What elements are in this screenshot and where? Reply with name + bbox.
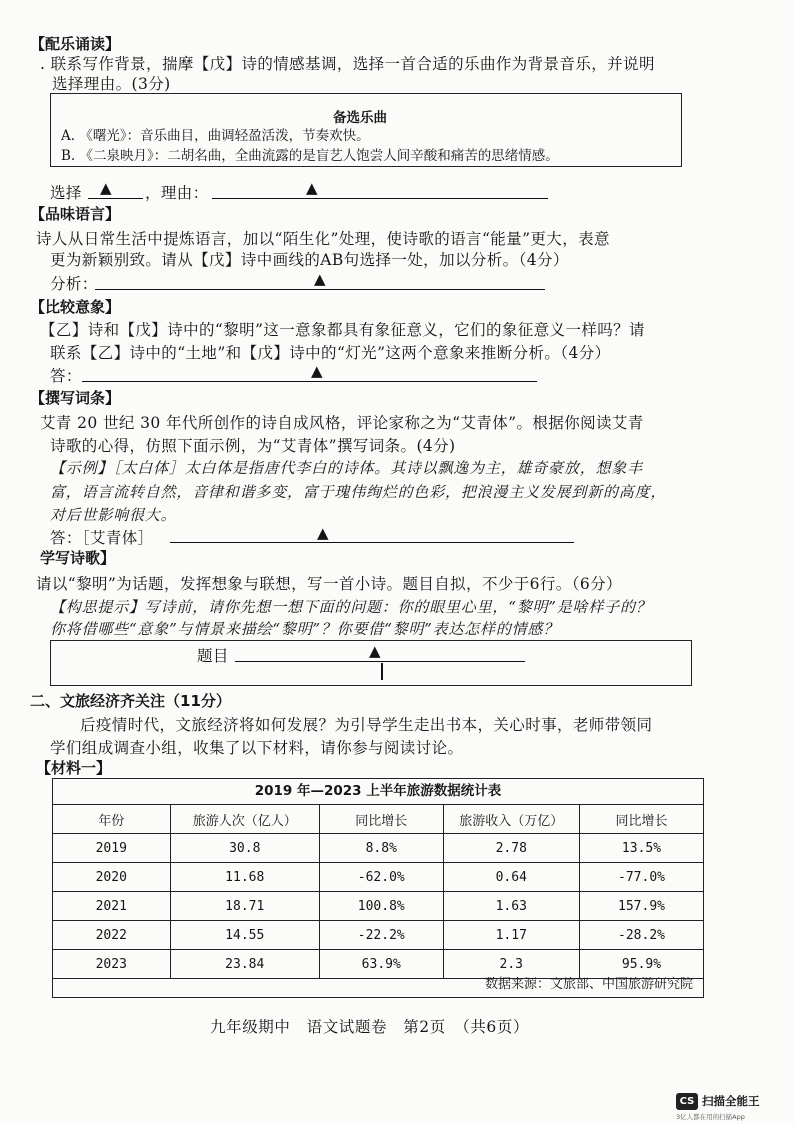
hint-poem-line1: 【构思提示】写诗前，请你先想一想下面的问题：你的眼里心里，“黎明”是啥样子的？: [50, 598, 652, 616]
section-heading-music: 【配乐诵读】: [30, 35, 121, 53]
blank-marker-icon: ▲: [317, 524, 329, 542]
intro-tourism-line1: 后疫情时代，文旅经济将如何发展？为引导学生走出书本，关心时事，老师带领同: [80, 716, 653, 734]
section-heading-entry: 【撰写词条】: [30, 389, 121, 407]
question-imagery-line1: 【乙】诗和【戊】诗中的“黎明”这一意象都具有象征意义，它们的象征意义一样吗？请: [40, 321, 645, 339]
poem-title-label: 题目: [197, 647, 229, 665]
cell-revenue-growth: 157.9%: [580, 892, 704, 921]
cell-visitors-growth: 100.8%: [320, 892, 444, 921]
question-entry-line1: 艾青 20 世纪 30 年代所创作的诗自成风格，评论家称之为“艾青体”。根据你阅读艾青: [40, 414, 644, 432]
poem-writing-box[interactable]: [50, 640, 692, 686]
table-row: [53, 863, 703, 892]
watermark-app-name: 扫描全能王: [702, 1094, 760, 1108]
blank-marker-icon: ▲: [100, 179, 112, 197]
answer-entry-blank[interactable]: [170, 542, 574, 543]
question-language-line2: 更为新颖别致。请从【戊】诗中画线的AB句选择一处，加以分析。（4分）: [50, 251, 569, 269]
cell-revenue-growth: -28.2%: [580, 921, 704, 950]
material-one-label: 【材料一】: [36, 759, 112, 777]
cell-visitors-growth: -62.0%: [320, 863, 444, 892]
answer-entry-label: 答：［艾青体］: [50, 529, 154, 547]
cell-revenue: 2.3: [443, 950, 580, 979]
tourism-stats-table: [53, 804, 703, 979]
answer-choose-blank[interactable]: [88, 198, 143, 199]
table-row: [53, 834, 703, 863]
blank-marker-icon: ▲: [369, 642, 381, 660]
cell-visitors-growth: 8.8%: [320, 834, 444, 863]
answer-imagery-blank[interactable]: [82, 381, 537, 382]
section-heading-poem: 学写诗歌】: [40, 549, 116, 567]
music-options-box: [50, 93, 682, 167]
poem-title-blank[interactable]: [235, 661, 525, 662]
cell-year: 2021: [53, 892, 170, 921]
cell-revenue-growth: 13.5%: [580, 834, 704, 863]
cell-revenue-growth: -77.0%: [580, 863, 704, 892]
cell-year: 2019: [53, 834, 170, 863]
hint-poem-line2: 你将借哪些“意象”与情景来描绘“黎明”？你要借“黎明”表达怎样的情感？: [50, 620, 560, 638]
question-music-line2: 选择理由。(3分): [52, 75, 171, 93]
watermark-tagline: 3亿人都在用的扫描App: [676, 1113, 745, 1121]
text-cursor: [381, 663, 383, 680]
music-option-a: A. 《曙光》：音乐曲目，曲调轻盈活泼，节奏欢快。: [61, 128, 370, 144]
col-header-revenue: 旅游收入（万亿）: [443, 805, 580, 834]
example-entry-line1: 【示例】［太白体］太白体是指唐代李白的诗体。其诗以飘逸为主，雄奇豪放，想象丰: [50, 459, 643, 477]
section-heading-tourism: 二、文旅经济齐关注（11分）: [30, 692, 231, 710]
blank-marker-icon: ▲: [306, 179, 318, 197]
answer-analysis-label: 分析：: [50, 275, 98, 293]
answer-reason-label: ，理由：: [145, 184, 209, 202]
music-option-b: B. 《二泉映月》：二胡名曲，全曲流露的是盲艺人饱尝人间辛酸和痛苦的思绪情感。: [61, 148, 559, 164]
example-entry-line3: 对后世影响很大。: [50, 506, 177, 524]
cell-year: 2023: [53, 950, 170, 979]
question-imagery-line2: 联系【乙】诗中的“土地”和【戊】诗中的“灯光”这两个意象来推断分析。（4分）: [50, 344, 611, 362]
table-header-row: [53, 805, 703, 834]
table-source-note: 数据来源：文旅部、中国旅游研究院: [484, 977, 693, 992]
col-header-visitors-growth: 同比增长: [320, 805, 444, 834]
cell-revenue: 1.63: [443, 892, 580, 921]
question-entry-line2: 诗歌的心得，仿照下面示例，为“艾青体”撰写词条。(4分): [50, 437, 456, 455]
question-music-line1: . 联系写作背景，揣摩【戊】诗的情感基调，选择一首合适的乐曲作为背景音乐，并说明: [40, 55, 655, 73]
table-row: [53, 921, 703, 950]
col-header-revenue-growth: 同比增长: [580, 805, 704, 834]
section-heading-language: 【品味语言】: [30, 205, 121, 223]
page-footer: 九年级期中 语文试题卷 第2页 （共6页）: [210, 1018, 530, 1036]
col-header-year: 年份: [53, 805, 170, 834]
answer-analysis-blank[interactable]: [95, 289, 545, 290]
cell-revenue-growth: 95.9%: [580, 950, 704, 979]
cell-year: 2022: [53, 921, 170, 950]
table-row: [53, 892, 703, 921]
answer-imagery-label: 答：: [50, 367, 82, 385]
cell-visitors: 30.8: [170, 834, 320, 863]
answer-reason-blank[interactable]: [212, 198, 548, 199]
blank-marker-icon: ▲: [311, 362, 323, 380]
intro-tourism-line2: 学们组成调查小组，收集了以下材料，请你参与阅读讨论。: [50, 739, 464, 757]
cell-revenue: 1.17: [443, 921, 580, 950]
blank-marker-icon: ▲: [314, 270, 326, 288]
tourism-stats-table-frame: [52, 778, 704, 998]
example-entry-line2: 富，语言流转自然，音律和谐多变，富于瑰伟绚烂的色彩，把浪漫主义发展到新的高度，: [50, 483, 667, 501]
col-header-visitors: 旅游人次（亿人）: [170, 805, 320, 834]
cell-visitors: 23.84: [170, 950, 320, 979]
cell-revenue: 0.64: [443, 863, 580, 892]
cell-revenue: 2.78: [443, 834, 580, 863]
camscanner-logo-icon: CS: [676, 1093, 698, 1110]
section-heading-imagery: 【比较意象】: [30, 298, 121, 316]
cell-year: 2020: [53, 863, 170, 892]
music-options-title: 备选乐曲: [333, 110, 387, 126]
answer-choose-label: 选择: [50, 184, 82, 202]
cell-visitors: 18.71: [170, 892, 320, 921]
question-language-line1: 诗人从日常生活中提炼语言，加以“陌生化”处理，使诗歌的语言“能量”更大，表意: [36, 230, 610, 248]
question-poem-line1: 请以“黎明”为话题，发挥想象与联想，写一首小诗。题目自拟，不少于6行。（6分）: [36, 575, 622, 593]
cell-visitors: 11.68: [170, 863, 320, 892]
table-title: 2019 年—2023 上半年旅游数据统计表: [254, 783, 502, 799]
cell-visitors-growth: -22.2%: [320, 921, 444, 950]
cell-visitors-growth: 63.9%: [320, 950, 444, 979]
cell-visitors: 14.55: [170, 921, 320, 950]
